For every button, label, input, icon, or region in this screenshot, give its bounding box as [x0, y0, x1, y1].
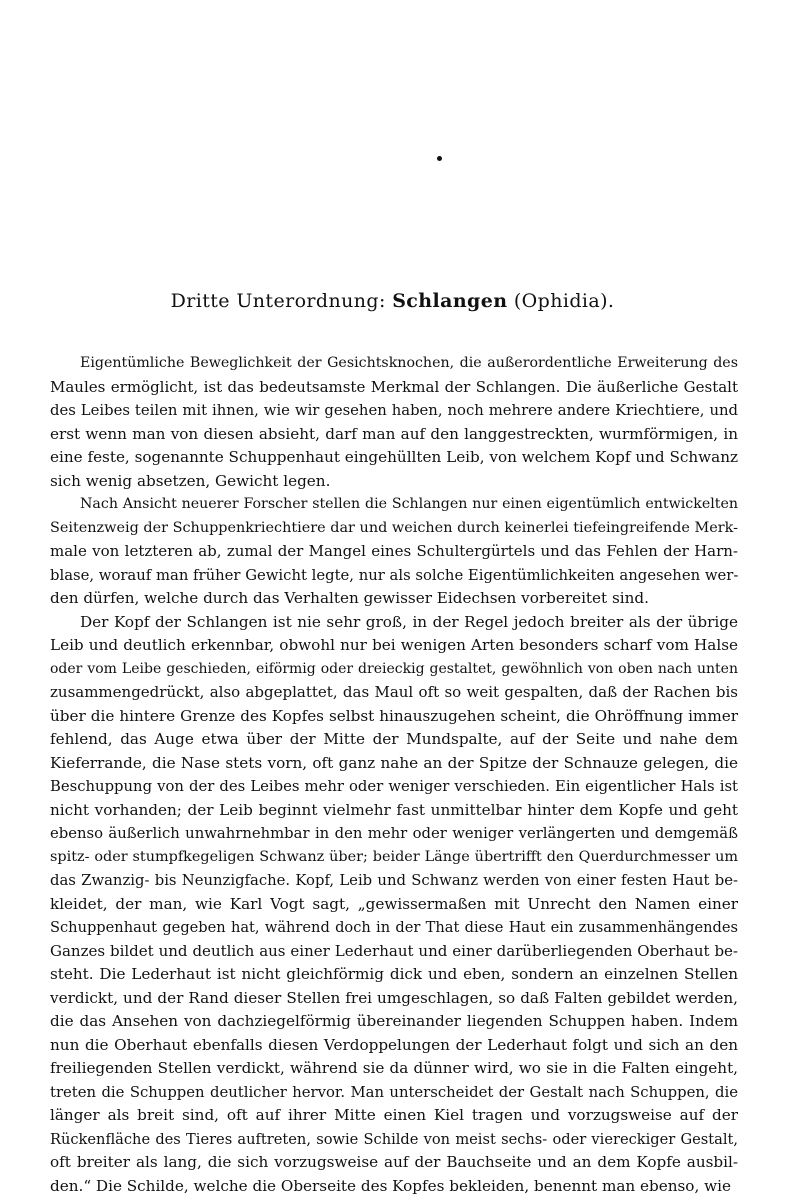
heading-main-word: Schlangen: [392, 290, 508, 312]
text-line: sich wenig absetzen, Gewicht legen.: [50, 471, 331, 490]
text-line: des Leibes teilen mit ihnen, wie wir gesehen haben, noch mehrere andere Kriechtiere, und: [50, 402, 738, 419]
text-line: blase, worauf man früher Gewicht legte, nur als solche Eigentümlichkeiten angesehen wer-: [50, 566, 738, 584]
text-line: das Zwanzig- bis Neunzigfache. Kopf, Leib und Schwanz werden von einer festen Haut be-: [50, 872, 738, 889]
text-line: ebenso äußerlich unwahrnehmbar in den mehr oder weniger verlängerten und demgemäß: [50, 825, 738, 842]
text-line: zusammengedrückt, also abgeplattet, das Maul oft so weit gespalten, daß der Rachen bis: [50, 683, 738, 701]
text-line: Maules ermöglicht, ist das bedeutsamste Merkmal der Schlangen. Die äußerliche Gestalt: [50, 377, 738, 396]
text-line: fehlend, das Auge etwa über der Mitte der Mundspalte, auf der Seite und nahe dem: [50, 730, 738, 748]
text-line: Beschuppung von der des Leibes mehr oder weniger verschieden. Ein eigentlicher Hals ist: [50, 778, 738, 795]
text-line: oder vom Leibe geschieden, eiförmig oder dreieckig gestaltet, gewöhnlich von oben nach unten: [50, 660, 738, 677]
text-line: Kieferrande, die Nase stets vorn, oft ganz nahe an der Spitze der Schnauze gelegen, die: [50, 753, 738, 772]
text-line: nun die Oberhaut ebenfalls diesen Verdoppelungen der Lederhaut folgt und sich an den: [50, 1035, 738, 1054]
text-line: kleidet, der man, wie Karl Vogt sagt, „gewissermaßen mit Unrecht den Namen einer: [50, 894, 738, 913]
heading-prefix: Dritte Unterordnung:: [170, 290, 393, 312]
text-line: den.“ Die Schilde, welche die Oberseite des Kopfes bekleiden, benennt man ebenso, wie: [50, 1176, 731, 1195]
text-line: Schuppenhaut gegeben hat, während doch in der That diese Haut ein zusammenhängendes: [50, 919, 738, 936]
text-line: Rückenfläche des Tieres auftreten, sowie Schilde von meist sechs- oder viereckiger Gestalt,: [50, 1130, 738, 1148]
body-text: [50, 352, 738, 1198]
text-line: Eigentümliche Beweglichkeit der Gesichtsknochen, die außerordentliche Erweiterung des: [80, 355, 738, 371]
text-line: freiliegenden Stellen verdickt, während sie da dünner wird, wo sie in die Falten eingeht,: [50, 1059, 738, 1077]
text-line: den dürfen, welche durch das Verhalten gewisser Eidechsen vorbereitet sind.: [50, 589, 649, 607]
text-line: Seitenzweig der Schuppenkriechtiere dar und weichen durch keinerlei tiefeingreifende Merk-: [50, 519, 738, 536]
text-line: eine feste, sogenannte Schuppenhaut eingehüllten Leib, von welchem Kopf und Schwanz: [50, 448, 738, 466]
text-line: über die hintere Grenze des Kopfes selbst hinauszugehen scheint, die Ohröffnung immer: [50, 706, 738, 725]
text-line: verdickt, und der Rand dieser Stellen frei umgeschlagen, so daß Falten gebildet werden,: [50, 988, 738, 1007]
text-line: treten die Schuppen deutlicher hervor. Man unterscheidet der Gestalt nach Schuppen, die: [50, 1083, 738, 1101]
text-line: spitz- oder stumpfkegeligen Schwanz über; beider Länge übertrifft den Querdurchmesser um: [50, 848, 738, 865]
text-line: steht. Die Lederhaut ist nicht gleichförmig dick und eben, sondern an einzelnen Stellen: [50, 965, 738, 983]
printed-dot-mark: [437, 156, 442, 161]
text-line: Nach Ansicht neuerer Forscher stellen die Schlangen nur einen eigentümlich entwickelten: [80, 496, 738, 512]
text-line: oft breiter als lang, die sich vorzugsweise auf der Bauchseite und an dem Kopfe ausbil-: [50, 1153, 738, 1171]
chapter-heading: [0, 290, 785, 312]
text-line: nicht vorhanden; der Leib beginnt vielmehr fast unmittelbar hinter dem Kopfe und geht: [50, 800, 738, 819]
text-line: Leib und deutlich erkennbar, obwohl nur bei wenigen Arten besonders scharf vom Halse: [50, 636, 738, 654]
text-line: Der Kopf der Schlangen ist nie sehr groß, in der Regel jedoch breiter als der übrige: [80, 612, 738, 631]
text-line: länger als breit sind, oft auf ihrer Mitte einen Kiel tragen und vorzugsweise auf der: [50, 1106, 738, 1124]
text-line: die das Ansehen von dachziegelförmig übereinander liegenden Schuppen haben. Indem: [50, 1012, 738, 1030]
text-line: male von letzteren ab, zumal der Mangel eines Schultergürtels und das Fehlen der Harn-: [50, 542, 738, 560]
text-line: erst wenn man von diesen absieht, darf man auf den langgestreckten, wurmförmigen, in: [50, 424, 738, 443]
text-line: Ganzes bildet und deutlich aus einer Lederhaut und einer darüberliegenden Oberhaut be-: [50, 941, 738, 960]
heading-latin-name: (Ophidia).: [507, 290, 615, 312]
